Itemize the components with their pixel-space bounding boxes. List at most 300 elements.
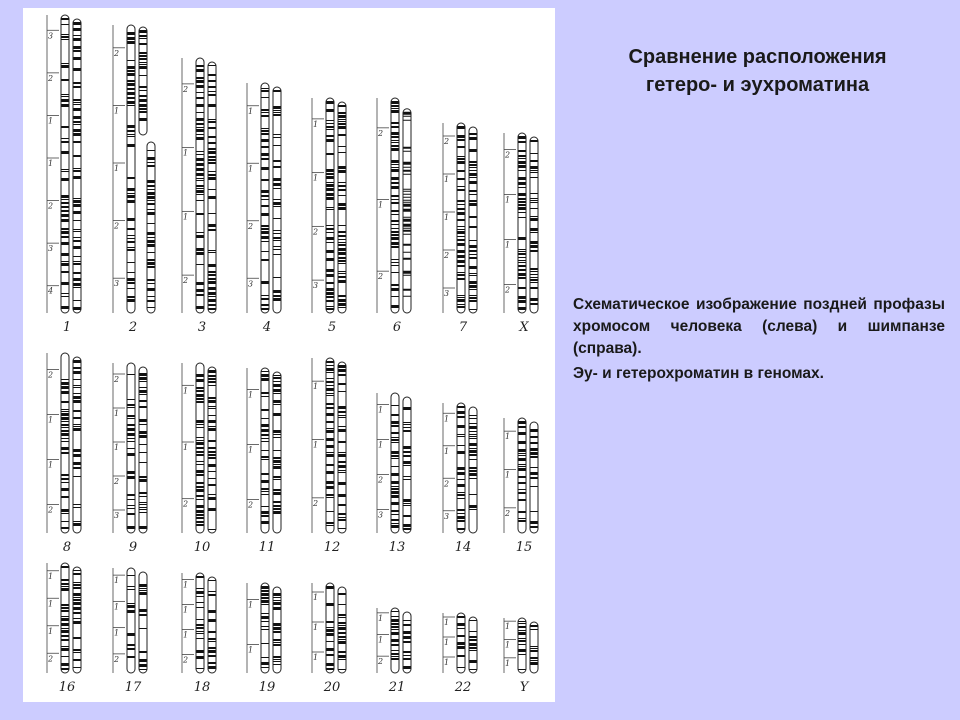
chimp-chromosome-4-band: [274, 160, 281, 162]
human-chromosome-X-band: [519, 265, 526, 267]
human-chromosome-16-band: [62, 628, 69, 629]
chimp-chromosome-4-band: [274, 178, 281, 181]
human-chromosome-X-band: [519, 201, 526, 203]
human-chromosome-X-band: [519, 207, 526, 210]
chimp-chromosome-X-band: [531, 140, 538, 142]
caption-paragraph-1: Схематическое изображение поздней профазы хромосом человека (слева) и шимпанзе (справа).: [573, 296, 945, 357]
human-chromosome-13-band: [392, 488, 399, 490]
arm-band-label: 3: [313, 281, 319, 291]
human-chromosome-2-band: [128, 41, 135, 44]
human-chromosome-16-band: [62, 618, 69, 621]
chimp-chromosome-22-band: [470, 669, 477, 670]
human-chromosome-14-band: [458, 467, 465, 470]
human-chromosome-2-band: [128, 101, 135, 104]
human-chromosome-16-band: [62, 616, 69, 617]
human-chromosome-5-band: [327, 197, 334, 200]
arm-band-label: 1: [444, 175, 450, 184]
chimp-chromosome-16-band: [74, 637, 81, 639]
human-chromosome-20-band: [327, 603, 334, 606]
chimp-chromosome-11-band: [274, 492, 281, 495]
chimp-chromosome-15-band: [531, 452, 538, 455]
chimp-chromosome-1-band: [74, 121, 81, 123]
chimp-chromosome-8-band: [74, 476, 81, 477]
human-chromosome-2-band: [128, 60, 135, 61]
human-chromosome-14-band: [458, 492, 465, 493]
human-chromosome-6-band: [392, 296, 399, 297]
chimp-chromosome-15-band: [531, 511, 538, 512]
chimp-chromosome-5-band: [339, 239, 346, 240]
chimp-chromosome-7-band: [470, 181, 477, 184]
chimp-chromosome-21-band: [404, 658, 411, 660]
chimp-chromosome-10-band: [209, 471, 216, 472]
human-chromosome-7-band: [458, 260, 465, 263]
human-chromosome-3-band: [197, 248, 204, 251]
human-chromosome-6-band: [392, 122, 399, 124]
chromosome-label-Y: Y: [519, 680, 529, 695]
human-chromosome-4-band: [262, 251, 269, 252]
chimp-chromosome-20-band: [339, 627, 346, 630]
human-chromosome-6-band: [392, 210, 399, 212]
chimp-chromosome-3-band: [209, 299, 216, 302]
human-chromosome-14-band: [458, 509, 465, 511]
human-chromosome-4-band: [262, 213, 269, 216]
human-chromosome-12-band: [327, 471, 334, 474]
chimp-chromosome-12-band: [339, 504, 346, 506]
human-chromosome-3-band: [197, 294, 204, 296]
human-chromosome-11-band: [262, 441, 269, 442]
human-chromosome-1-band: [62, 99, 69, 102]
human-chromosome-2-band: [128, 130, 135, 132]
chimp-chromosome-2a-band: [140, 62, 147, 63]
chimp-chromosome-3-band: [209, 196, 216, 199]
chimp-chromosome-11-band: [274, 450, 281, 451]
human-chromosome-6-band: [392, 220, 399, 222]
human-chromosome-X-band: [519, 182, 526, 185]
human-chromosome-9-band: [128, 441, 135, 442]
chimp-chromosome-1-band: [74, 256, 81, 257]
human-chromosome-18-band: [197, 591, 204, 594]
human-chromosome-Y-band: [519, 654, 526, 655]
chimp-chromosome-14-band: [470, 478, 477, 479]
human-chromosome-4-band: [262, 190, 269, 193]
human-chromosome-12-band: [327, 511, 334, 512]
chimp-chromosome-X-band: [531, 245, 538, 248]
human-chromosome-13-band: [392, 455, 399, 457]
chimp-chromosome-X-band: [531, 172, 538, 173]
chimp-chromosome-7-band: [470, 190, 477, 192]
human-chromosome-22-band: [458, 635, 465, 637]
human-chromosome-X-band: [519, 136, 526, 139]
chimp-chromosome-5-band: [339, 182, 346, 183]
human-chromosome-13-band: [392, 486, 399, 487]
human-chromosome-17-band: [128, 656, 135, 658]
arm-band-label: 3: [48, 31, 54, 41]
human-chromosome-5-band: [327, 237, 334, 240]
arm-band-label: 1: [444, 638, 450, 647]
human-chromosome-19-band: [262, 597, 269, 599]
human-chromosome-10-band: [197, 440, 204, 441]
chimp-chromosome-6-band: [404, 189, 411, 190]
human-chromosome-5-band: [327, 274, 334, 277]
human-chromosome-15-band: [519, 489, 526, 490]
chimp-chromosome-2a-band: [140, 58, 147, 60]
human-chromosome-5-band: [327, 129, 334, 130]
human-chromosome-9-band: [128, 404, 135, 406]
human-chromosome-X-band: [519, 269, 526, 271]
human-chromosome-1-band: [62, 271, 69, 273]
chimp-chromosome-10-band: [209, 397, 216, 399]
human-chromosome-19-band: [262, 657, 269, 658]
chimp-chromosome-19-band: [274, 623, 281, 626]
human-chromosome-5-band: [327, 176, 334, 179]
arm-band-label: 2: [183, 84, 189, 94]
chimp-chromosome-22-band: [470, 650, 477, 651]
chimp-chromosome-3-band: [209, 148, 216, 150]
human-chromosome-21-band: [392, 653, 399, 655]
arm-band-label: 3: [248, 279, 254, 289]
chimp-chromosome-12-band: [339, 513, 346, 515]
chimp-chromosome-1-band: [74, 104, 81, 105]
chimp-chromosome-4-band: [274, 90, 281, 92]
chromosome-pair-6: [377, 98, 411, 335]
chimp-chromosome-18-band: [209, 647, 216, 649]
human-chromosome-13-band: [392, 439, 399, 441]
chimp-chromosome-10-band: [209, 375, 216, 377]
human-chromosome-4-band: [262, 259, 269, 261]
human-chromosome-15-band: [519, 499, 526, 501]
chromosome-pair-2: [113, 25, 155, 335]
chimp-chromosome-3-band: [209, 304, 216, 306]
chimp-chromosome-X-band: [531, 202, 538, 203]
human-chromosome-21-band: [392, 644, 399, 646]
human-chromosome-10-band: [197, 437, 204, 438]
arm-band-label: 1: [48, 415, 54, 425]
human-chromosome-5-band: [327, 109, 334, 112]
human-chromosome-11-band: [262, 374, 269, 377]
human-chromosome-4-band: [262, 115, 269, 117]
chimp-chromosome-4-band: [274, 246, 281, 247]
human-chromosome-15-band: [519, 458, 526, 461]
human-chromosome-4-band: [262, 133, 269, 135]
human-chromosome-7-band: [458, 243, 465, 246]
human-chromosome-6-band: [392, 108, 399, 109]
human-chromosome-5-band: [327, 269, 334, 272]
human-chromosome-10-band: [197, 489, 204, 492]
human-chromosome-6-band: [392, 284, 399, 286]
arm-band-label: 1: [505, 240, 511, 250]
human-chromosome-14-band: [458, 516, 465, 519]
title-line-2: гетеро- и эухроматина: [645, 74, 870, 96]
chimp-chromosome-8-band: [74, 523, 81, 526]
chimp-chromosome-13-band: [404, 455, 411, 457]
human-chromosome-3-band: [197, 80, 204, 83]
chimp-chromosome-3-band: [209, 229, 216, 231]
chimp-chromosome-10-band: [209, 385, 216, 386]
human-chromosome-21-band: [392, 629, 399, 630]
human-chromosome-7-band: [458, 274, 465, 276]
chimp-chromosome-X-band: [531, 166, 538, 169]
chimp-chromosome-1-band: [74, 116, 81, 119]
human-chromosome-3-band: [197, 289, 204, 292]
chimp-chromosome-1-band: [74, 155, 81, 157]
chimp-chromosome-Y-band: [531, 662, 538, 665]
human-chromosome-4-band: [262, 88, 269, 89]
arm-band-label: 1: [248, 600, 254, 610]
human-chromosome-1-band: [62, 65, 69, 68]
human-chromosome-18-band: [197, 602, 204, 603]
arm-band-label: 1: [114, 576, 120, 586]
human-chromosome-11-band: [262, 418, 269, 419]
human-chromosome-19-band: [262, 600, 269, 603]
human-chromosome-X-band: [519, 262, 526, 263]
chimp-chromosome-10-band: [209, 415, 216, 416]
human-chromosome-14-band: [458, 484, 465, 487]
chimp-chromosome-5-band: [339, 257, 346, 259]
human-chromosome-10-band: [197, 451, 204, 453]
chimp-chromosome-15-band: [531, 467, 538, 468]
chimp-chromosome-18-band: [209, 655, 216, 657]
human-chromosome-18-band: [197, 624, 204, 626]
chimp-chromosome-14-band: [470, 426, 477, 429]
chimp-chromosome-3-band: [209, 213, 216, 214]
chimp-chromosome-5-band: [339, 225, 346, 226]
chimp-chromosome-7-band: [470, 295, 477, 296]
human-chromosome-17-band: [128, 610, 135, 613]
chimp-chromosome-4-band: [274, 134, 281, 135]
arm-band-label: 1: [444, 658, 450, 667]
arm-band-label: 3: [378, 510, 384, 520]
chimp-chromosome-11-band: [274, 381, 281, 382]
chimp-chromosome-11-band: [274, 464, 281, 465]
human-chromosome-2-band: [128, 88, 135, 90]
human-chromosome-19-band: [262, 604, 269, 605]
chromosome-pair-19: [247, 583, 281, 695]
human-chromosome-11-band: [262, 392, 269, 394]
human-chromosome-4-band: [262, 199, 269, 200]
chimp-chromosome-12-band: [339, 415, 346, 416]
human-chromosome-9-band: [128, 526, 135, 529]
human-chromosome-6-band: [392, 246, 399, 248]
human-chromosome-9-band: [128, 499, 135, 500]
chimp-chromosome-10-band: [209, 400, 216, 403]
human-chromosome-13-band: [392, 473, 399, 476]
chimp-chromosome-X-band: [531, 218, 538, 221]
arm-band-label: 2: [114, 48, 120, 58]
human-chromosome-15-band: [519, 492, 526, 494]
human-chromosome-7-band: [458, 272, 465, 273]
chimp-chromosome-1-outline: [73, 19, 81, 313]
chimp-chromosome-15-band: [531, 456, 538, 458]
human-chromosome-13-band: [392, 425, 399, 427]
chimp-chromosome-9-band: [140, 406, 147, 408]
chimp-chromosome-9-band: [140, 419, 147, 422]
human-chromosome-11-band: [262, 378, 269, 381]
human-chromosome-1-band: [62, 36, 69, 38]
human-chromosome-8-band: [62, 521, 69, 522]
arm-band-label: 2: [183, 276, 189, 286]
human-chromosome-4-band: [262, 97, 269, 98]
chromosome-pair-20: [312, 583, 346, 695]
chimp-chromosome-17-band: [140, 609, 147, 612]
human-chromosome-6-band: [392, 288, 399, 291]
human-chromosome-4-band: [262, 295, 269, 296]
chimp-chromosome-8-band: [74, 454, 81, 457]
chromosome-label-2: 2: [128, 320, 138, 335]
chimp-chromosome-2a-band: [140, 90, 147, 91]
human-chromosome-9-band: [128, 399, 135, 400]
arm-band-label: 2: [48, 73, 54, 83]
chimp-chromosome-7-band: [470, 245, 477, 248]
human-chromosome-19-band: [262, 621, 269, 622]
human-chromosome-10-band: [197, 470, 204, 473]
chromosome-pair-8: [47, 353, 81, 555]
human-chromosome-3-band: [197, 92, 204, 93]
chimp-chromosome-7-band: [470, 250, 477, 252]
human-chromosome-7-band: [458, 212, 465, 215]
human-chromosome-10-band: [197, 398, 204, 400]
human-chromosome-8-band: [62, 430, 69, 432]
arm-band-label: 2: [444, 251, 450, 260]
chimp-chromosome-1-band: [74, 200, 81, 203]
human-chromosome-10-band: [197, 394, 204, 397]
chimp-chromosome-9-band: [140, 400, 147, 402]
chimp-chromosome-1-band: [74, 68, 81, 71]
chimp-chromosome-2b-band: [148, 165, 155, 167]
human-chromosome-16-band: [62, 630, 69, 633]
human-chromosome-4-band: [262, 146, 269, 148]
human-chromosome-17-band: [128, 575, 135, 576]
human-chromosome-4-band: [262, 281, 269, 284]
chimp-chromosome-2b-band: [148, 200, 155, 201]
chimp-chromosome-2a-band: [140, 75, 147, 76]
chimp-chromosome-16-band: [74, 584, 81, 586]
chimp-chromosome-2b-band: [148, 185, 155, 187]
chimp-chromosome-3-band: [209, 104, 216, 107]
chimp-chromosome-4-band: [274, 218, 281, 219]
chimp-chromosome-3-band: [209, 156, 216, 158]
human-chromosome-9-band: [128, 428, 135, 431]
human-chromosome-7-band: [458, 126, 465, 129]
chimp-chromosome-16-band: [74, 582, 81, 583]
human-chromosome-2-band: [128, 97, 135, 99]
human-chromosome-3-band: [197, 185, 204, 187]
human-chromosome-12-band: [327, 361, 334, 363]
chimp-chromosome-15-band: [531, 448, 538, 451]
chromosome-pair-22: [443, 613, 477, 695]
human-chromosome-2-band: [128, 66, 135, 69]
chimp-chromosome-9-band: [140, 435, 147, 438]
human-chromosome-2-band: [128, 134, 135, 135]
human-chromosome-X-band: [519, 307, 526, 310]
chimp-chromosome-10-band: [209, 381, 216, 383]
arm-band-label: 1: [183, 605, 189, 615]
human-chromosome-5-band: [327, 139, 334, 142]
chimp-chromosome-12-band: [339, 461, 346, 463]
human-chromosome-21-band: [392, 623, 399, 625]
human-chromosome-8-band: [62, 452, 69, 454]
human-chromosome-7-band: [458, 204, 465, 205]
human-chromosome-1-band: [62, 79, 69, 81]
human-chromosome-20-band: [327, 633, 334, 636]
chimp-chromosome-8-band: [74, 504, 81, 505]
chimp-chromosome-1-band: [74, 237, 81, 238]
chromosome-label-3: 3: [197, 320, 207, 335]
human-chromosome-6-band: [392, 202, 399, 204]
human-chromosome-14-band: [458, 406, 465, 408]
chimp-chromosome-17-band: [140, 659, 147, 662]
chimp-chromosome-2b-band: [148, 283, 155, 284]
human-chromosome-2-band: [128, 105, 135, 106]
chimp-chromosome-1-band: [74, 229, 81, 230]
chimp-chromosome-18-band: [209, 662, 216, 664]
chimp-chromosome-20-band: [339, 636, 346, 638]
human-chromosome-Y-band: [519, 626, 526, 628]
human-chromosome-17-band: [128, 633, 135, 636]
human-chromosome-5-band: [327, 126, 334, 128]
chimp-chromosome-13-band: [404, 505, 411, 506]
chimp-chromosome-10-band: [209, 529, 216, 530]
chimp-chromosome-13-band: [404, 461, 411, 464]
human-chromosome-14-band: [458, 494, 465, 496]
chimp-chromosome-2b-band: [148, 192, 155, 195]
human-chromosome-4-band: [262, 167, 269, 170]
chimp-chromosome-Y-band: [531, 650, 538, 652]
human-chromosome-1-band: [62, 202, 69, 204]
chimp-chromosome-X-band: [531, 287, 538, 289]
human-chromosome-1-band: [62, 261, 69, 262]
arm-band-label: 3: [444, 511, 450, 521]
chimp-chromosome-5-band: [339, 242, 346, 243]
human-chromosome-Y-band: [519, 623, 526, 624]
chimp-chromosome-6-band: [404, 174, 411, 175]
human-chromosome-19-band: [262, 626, 269, 627]
chimp-chromosome-12-band: [339, 517, 346, 518]
chimp-chromosome-6-band: [404, 204, 411, 207]
chimp-chromosome-5-band: [339, 189, 346, 191]
human-chromosome-12-band: [327, 381, 334, 383]
chimp-chromosome-22-band: [470, 636, 477, 638]
chimp-chromosome-X-band: [531, 200, 538, 201]
human-chromosome-22-band: [458, 628, 465, 629]
human-chromosome-19-band: [262, 593, 269, 596]
chimp-chromosome-5-band: [339, 273, 346, 274]
chimp-chromosome-21-band: [404, 655, 411, 656]
chimp-chromosome-X-band: [531, 198, 538, 199]
chimp-chromosome-21-band: [404, 636, 411, 639]
human-chromosome-18-band: [197, 631, 204, 632]
human-chromosome-6-band: [392, 272, 399, 273]
chimp-chromosome-8-band: [74, 400, 81, 403]
chimp-chromosome-5-band: [339, 244, 346, 246]
human-chromosome-16-band: [62, 579, 69, 581]
human-chromosome-6-band: [392, 237, 399, 240]
human-chromosome-1-band: [62, 39, 69, 40]
human-chromosome-8-band: [62, 438, 69, 439]
human-chromosome-16-band: [62, 663, 69, 666]
chimp-chromosome-5-band: [339, 271, 346, 272]
human-chromosome-9-band: [128, 505, 135, 506]
human-chromosome-2-band: [128, 262, 135, 263]
chimp-chromosome-20-band: [339, 604, 346, 605]
human-chromosome-9-band: [128, 476, 135, 479]
arm-band-label: 1: [114, 443, 120, 452]
chimp-chromosome-7-band: [470, 194, 477, 195]
arm-band-label: 1: [183, 212, 189, 222]
chimp-chromosome-10-band: [209, 426, 216, 427]
chimp-chromosome-7-band: [470, 177, 477, 178]
human-chromosome-5-band: [327, 120, 334, 121]
chimp-chromosome-4-band: [274, 112, 281, 113]
